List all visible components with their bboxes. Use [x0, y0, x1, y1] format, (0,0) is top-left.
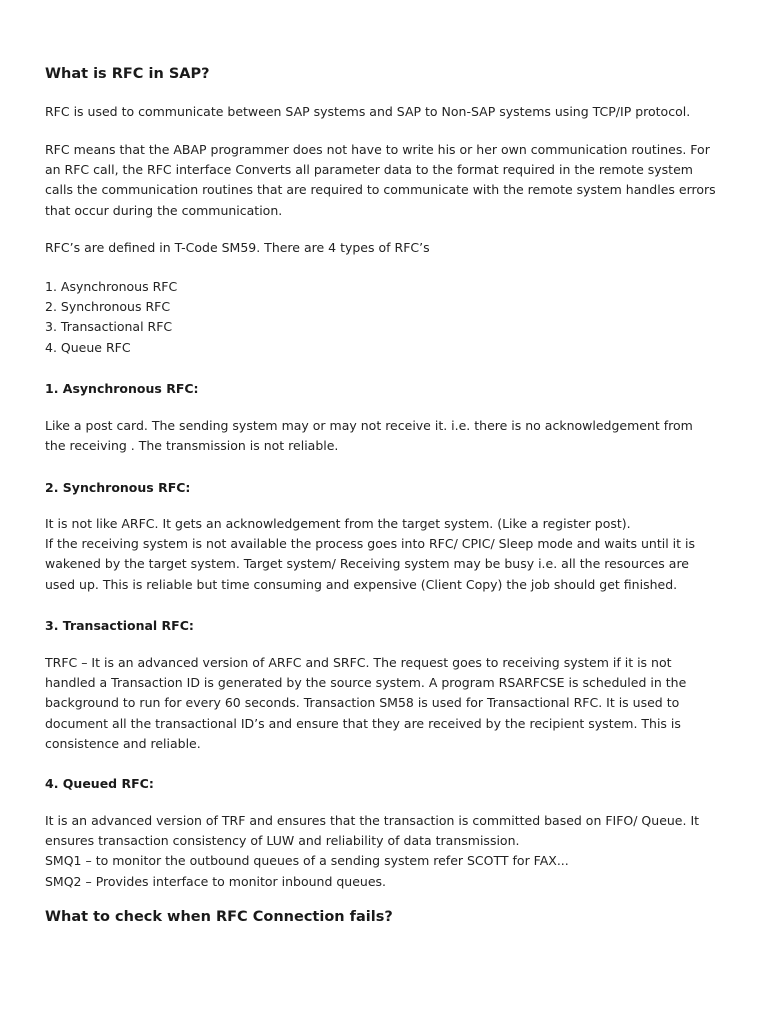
section-paragraph-transactional	[45, 653, 728, 754]
section-heading-asynchronous: 1. Asynchronous RFC:	[45, 381, 199, 396]
types-intro-paragraph: RFC’s are defined in T-Code SM59. There are 4 types of RFC’s	[45, 240, 430, 255]
list-item: 1. Asynchronous RFC	[45, 279, 178, 294]
section-heading-transactional: 3. Transactional RFC:	[45, 618, 194, 633]
rfc-types-list	[45, 277, 728, 358]
rfc-meaning-line: an RFC call, the RFC interface Converts all parameter data to the format required in the remote system	[45, 162, 693, 178]
intro-paragraph: RFC is used to communicate between SAP systems and SAP to Non-SAP systems using TCP/IP protocol.	[45, 104, 691, 119]
paragraph-line: Like a post card. The sending system may or may not receive it. i.e. there is no acknowledgement from	[45, 418, 693, 433]
paragraph-line: wakened by the target system. Target system/ Receiving system may be busy i.e. all the resources are	[45, 556, 689, 572]
page-title: What is RFC in SAP?	[45, 66, 210, 82]
paragraph-line: It is an advanced version of TRF and ensures that the transaction is committed based on FIFO/ Queue. It	[45, 813, 700, 828]
paragraph-line: It is not like ARFC. It gets an acknowledgement from the target system. (Like a register post).	[45, 516, 631, 531]
section-paragraph-queued	[45, 811, 728, 892]
paragraph-line: handled a Transaction ID is generated by the source system. A program RSARFCSE is scheduled in the	[45, 675, 687, 691]
paragraph-line: used up. This is reliable but time consuming and expensive (Client Copy) the job should get finished.	[45, 576, 678, 592]
section-heading-queued: 4. Queued RFC:	[45, 776, 154, 791]
rfc-meaning-line: RFC means that the ABAP programmer does not have to write his or her own communication routines. For	[45, 142, 710, 157]
paragraph-line: If the receiving system is not available the process goes into RFC/ CPIC/ Sleep mode and waits until it is	[45, 536, 695, 552]
list-item: 4. Queue RFC	[45, 339, 131, 355]
list-item: 2. Synchronous RFC	[45, 299, 171, 315]
paragraph-line: the receiving . The transmission is not reliable.	[45, 438, 339, 454]
paragraph-line: consistence and reliable.	[45, 735, 201, 751]
rfc-meaning-line: that occur during the communication.	[45, 202, 283, 218]
section-heading-rfc-check: What to check when RFC Connection fails?	[45, 909, 393, 925]
paragraph-line: background to run for every 60 seconds. Transaction SM58 is used for Transactional RFC. It is used to	[45, 695, 680, 711]
rfc-meaning-line: calls the communication routines that are required to communicate with the remote system handles errors	[45, 182, 716, 198]
paragraph-line: SMQ2 – Provides interface to monitor inbound queues.	[45, 873, 387, 889]
section-heading-synchronous: 2. Synchronous RFC:	[45, 480, 191, 495]
section-paragraph-synchronous	[45, 514, 728, 595]
paragraph-line: TRFC – It is an advanced version of ARFC and SRFC. The request goes to receiving system if it is not	[45, 655, 672, 670]
rfc-meaning-paragraph	[45, 140, 728, 221]
list-item: 3. Transactional RFC	[45, 319, 173, 335]
paragraph-line: document all the transactional ID’s and ensure that they are received by the recipient system. This is	[45, 715, 681, 731]
section-paragraph-asynchronous	[45, 416, 728, 456]
paragraph-line: SMQ1 – to monitor the outbound queues of a sending system refer SCOTT for FAX...	[45, 853, 569, 869]
paragraph-line: ensures transaction consistency of LUW and reliability of data transmission.	[45, 833, 520, 849]
